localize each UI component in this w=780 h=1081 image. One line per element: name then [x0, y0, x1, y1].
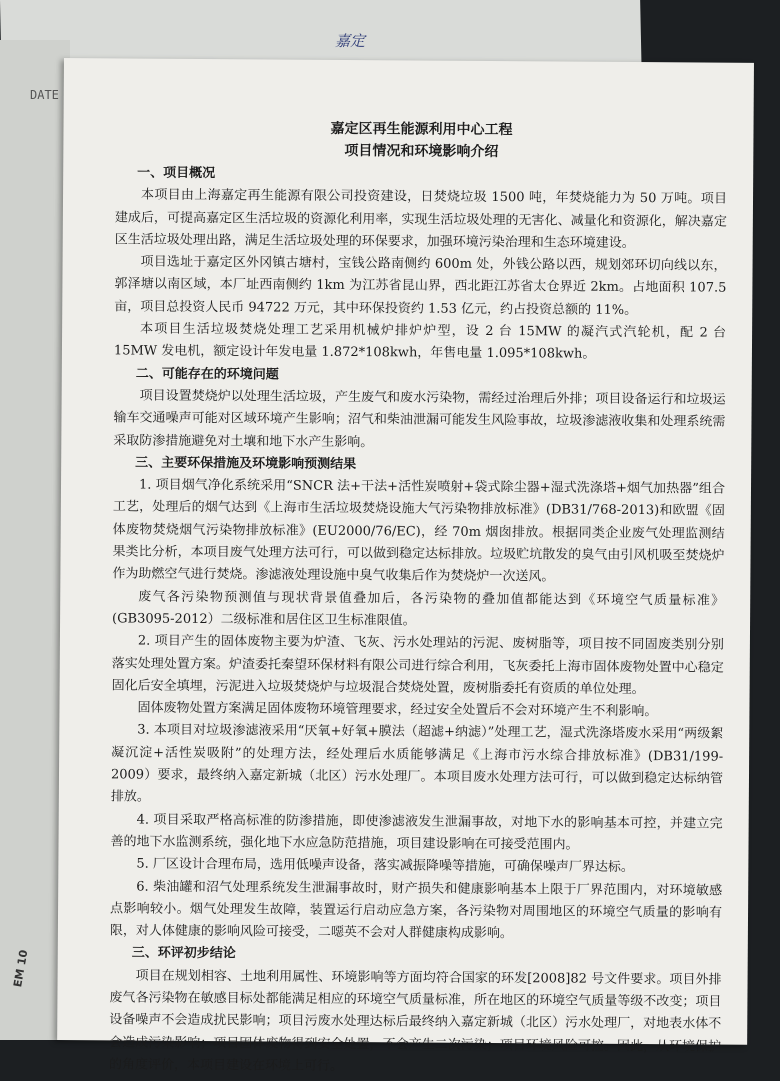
document-body: [109, 116, 728, 1080]
paragraph-measures-5: 3. 本项目对垃圾渗滤液采用“厌氧+好氧+膜法（超滤+纳滤）”处理工艺，湿式洗涤塔废水采用“两级絮凝沉淀+活性炭吸附”的处理方法，经处理后水质能够满足《上海市污水综合排放标准》(DB31/199-2009）要求，最终纳入嘉定新城（北区）污水处理厂。本项目废水处理方法可行，可以做到稳定达标纳管排放。: [110, 722, 724, 805]
paragraph-measures-4: 固体废物处置方案满足固体废物环境管理要求，经过安全处置后不会对环境产生不利影响。: [137, 700, 658, 720]
notebook-date-label: DATE: [30, 88, 59, 102]
notebook-corner-stamp: EM 10: [11, 948, 31, 989]
handwritten-note-left: 嘉定: [335, 32, 366, 50]
paragraph-measures-3: 2. 项目产生的固体废物主要为炉渣、飞灰、污水处理站的污泥、废树脂等，项目按不同固废类别分别落实处理处置方案。炉渣委托秦望环保材料有限公司进行综合利用，飞灰委托上海市固体废物处置中心稳定固化后安全填埋，污泥进入垃圾焚烧炉与垃圾混合焚烧处置，废树脂委托有资质的单位处理。: [111, 633, 724, 697]
paragraph-overview-2: 项目选址于嘉定区外冈镇古塘村，宝钱公路南侧约 600m 处，外钱公路以西，规划郊环切向线以东，郭泽塘以南区域，本厂址西南侧约 1km 为江苏省昆山界，西北距江苏省太仓界近 2km。占地面积 107.5 亩，项目总投资人民币 94722 万元，其中环保投资约 1.53 亿元，约占投资总额的 11%。: [114, 254, 727, 318]
document-page: [57, 58, 754, 1074]
paragraph-overview-1: 本项目由上海嘉定再生能源有限公司投资建设，日焚烧垃圾 1500 吨，年焚烧能力为 50 万吨。项目建成后，可提高嘉定区生活垃圾的资源化利用率，实现生活垃圾处理的无害化、减量化和资源化，解决嘉定区生活垃圾处理出路，满足生活垃圾处理的环保要求，加强环境污染治理和生态环境建设。: [114, 187, 728, 251]
document-title: 嘉定区再生能源利用中心工程: [330, 120, 513, 139]
paragraph-measures-7: 5. 厂区设计合理布局，选用低噪声设备，落实减振降噪等措施，可确保噪声厂界达标。: [136, 856, 634, 876]
paragraph-measures-1: 1. 项目烟气净化系统采用“SNCR 法+干法+活性炭喷射+袋式除尘器+湿式洗涤塔+烟气加热器”组合工艺，处理后的烟气达到《上海市生活垃圾焚烧设施大气污染物排放标准》(DB31/768-2013)和欧盟《固体废物焚烧烟气污染物排放标准》(EU2000/76/EC)，经 70m 烟囱排放。根据同类企业废气处理监测结果类比分析，本项目废气处理方法可行，可以做到稳定达标排放。垃圾贮坑散发的臭气由引风机吸至焚烧炉作为助燃空气进行焚烧。渗滤液处理设施中臭气收集后作为焚烧炉一次送风。: [112, 477, 726, 585]
section-heading-measures: 三、主要环保措施及环境影响预测结果: [135, 455, 357, 472]
paragraph-conclusion-1: 项目在规划相容、土地利用属性、环境影响等方面均符合国家的环发[2008]82 号文件要求。项目外排废气各污染物在敏感目标处都能满足相应的环境空气质量标准，所在地区的环境空气质量等级不改变；项目设备噪声不会造成扰民影响；项目污废水处理达标后最终纳入嘉定新城（北区）污水处理厂，对地表水体不会造成污染影响；项目固体废物得到安全处置，不会产生二次污染；项目环境风险可控。因此，从环境保护的角度评价，本项目建设在环境上可行。: [108, 968, 722, 1074]
paragraph-issues-1: 项目设置焚烧炉以处理生活垃圾，产生废气和废水污染物，需经过治理后外排；项目设备运行和垃圾运输车交通噪声可能对区域环境产生影响；沼气和柴油泄漏可能发生风险事故，垃圾渗滤液收集和处理系统需采取防渗措施避免对土壤和地下水产生影响。: [113, 388, 726, 450]
section-heading-conclusion: 三、环评初步结论: [131, 945, 236, 962]
paragraph-measures-8: 6. 柴油罐和沼气处理系统发生泄漏事故时，财产损失和健康影响基本上限于厂界范围内，对环境敏感点影响较小。烟气处理发生故障，装置运行启动应急方案，各污染物对周围地区的环境空气质量的影响有限，对人体健康的影响风险可接受，二噁英不会对人群健康构成影响。: [109, 879, 723, 942]
section-heading-issues: 二、可能存在的环境问题: [135, 366, 279, 383]
section-heading-overview: 一、项目概况: [137, 165, 216, 182]
paragraph-measures-2: 废气各污染物预测值与现状背景值叠加后，各污染物的叠加值都能达到《环境空气质量标准》(GB3095-2012）二级标准和居住区卫生标准限值。: [112, 589, 725, 629]
paragraph-overview-3: 本项目生活垃圾焚烧处理工艺采用机械炉排炉炉型，设 2 台 15MW 的凝汽式汽轮机，配 2 台 15MW 发电机，额定设计年发电量 1.872*108kwh，年售电量 1.095*108kwh。: [113, 321, 727, 363]
document-subtitle: 项目情况和环境影响介绍: [344, 142, 499, 161]
paragraph-measures-6: 4. 项目采取严格高标准的防渗措施，即使渗滤液发生泄漏事故，对地下水的影响基本可控，并建立完善的地下水监测系统，强化地下水应急防范措施，项目建设影响在可接受范围内。: [110, 812, 723, 853]
